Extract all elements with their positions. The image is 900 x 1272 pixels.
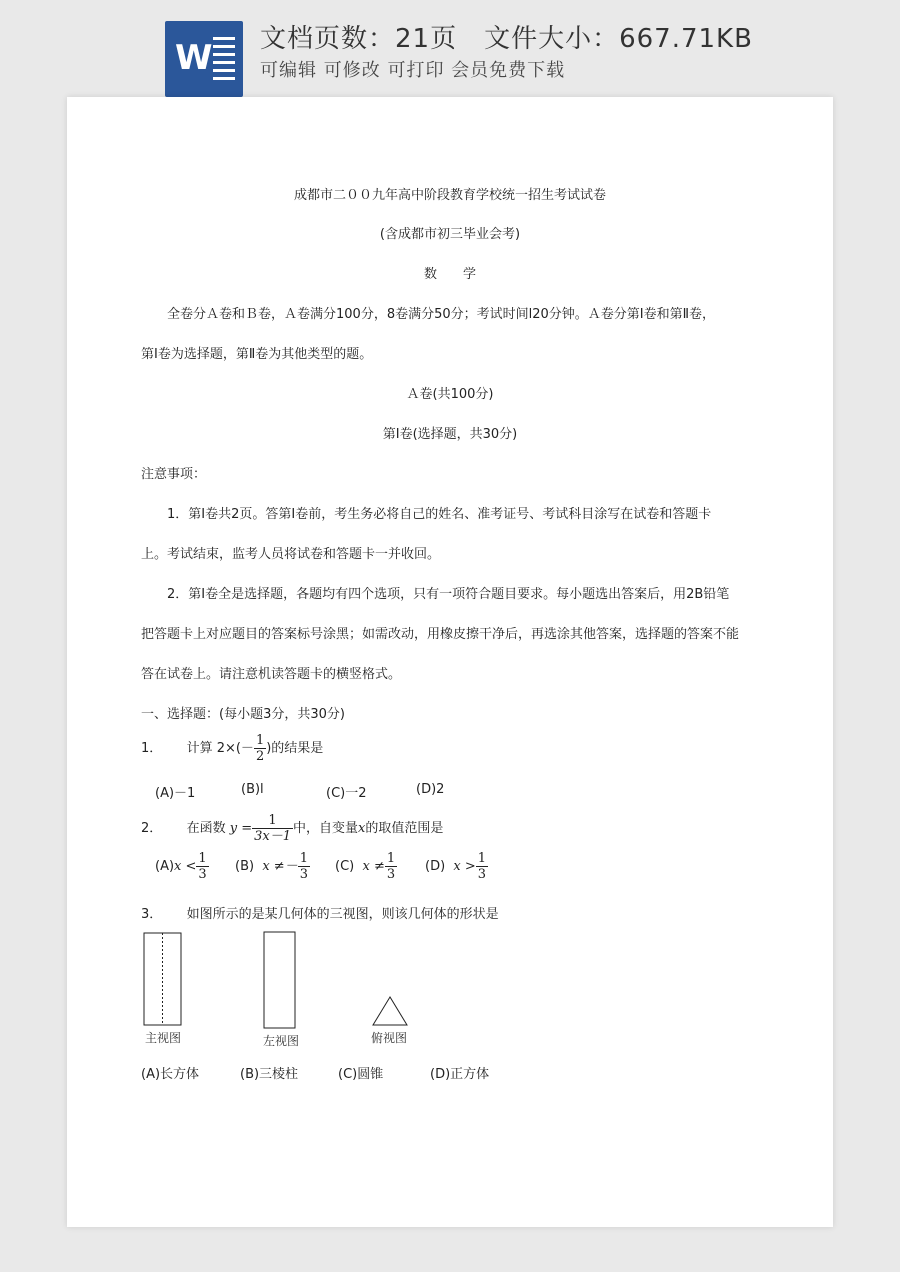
question-text: 在函数 [186,821,226,836]
fraction: $\frac{1}{3x-1}$ [254,813,291,844]
question-number: 1． [141,741,163,756]
notice-2-line-3: 答在试卷上。请注意机读答题卡的横竖格式。 [141,667,402,682]
question-text-mid: 中，自变量 [292,821,358,836]
option-b: (B) x ≠－ $\frac{1}{3}$ [235,851,308,882]
intro-line-2: 第Ⅰ卷为选择题，第Ⅱ卷为其他类型的题。 [141,347,373,362]
notice-1-line-1: 1．第Ⅰ卷共2页。答第Ⅰ卷前，考生务必将自己的姓名、准考证号、考试科目涂写在试卷和答题卡 [167,507,712,522]
option-b: (B)三棱柱 [240,1067,299,1082]
document-page [67,97,833,1227]
option-d: (D) x > $\frac{1}{3}$ [425,851,487,882]
document-stats: 文档页数：21页 文件大小：667.71KB [260,24,753,54]
function-lhs: y = [229,821,253,836]
option-d: (D)2 [416,782,445,797]
option-d: (D)正方体 [430,1067,490,1082]
option-c: (C) x ≠ $\frac{1}{3}$ [335,851,396,882]
option-c: (C)圆锥 [338,1067,384,1082]
section-1-heading: 一、选择题：(每小题3分，共30分) [141,707,345,722]
option-c: (C)一2 [326,786,367,801]
intro-line-1: 全卷分Ａ卷和Ｂ卷，Ａ卷满分100分，8卷满分50分；考试时间l20分钟。Ａ卷分第Ⅰ卷和第Ⅱ卷， [167,307,716,322]
question-number: 3． [141,907,163,922]
notice-2-line-2: 把答题卡上对应题目的答案标号涂黑；如需改动，用橡皮擦干净后，再选涂其他答案，选择题的答案不能 [141,627,740,642]
fraction: $\frac{1}{2}$ [255,733,265,764]
notice-heading: 注意事项： [141,467,207,482]
part-1-heading: 第Ⅰ卷(选择题，共30分) [382,427,518,442]
front-view-label: 主视图 [145,1031,182,1045]
three-view-figure [67,97,833,1227]
option-b: (B)l [241,782,264,797]
exam-title: 成都市二００九年高中阶段教育学校统一招生考试试卷 [293,188,606,203]
front-view [144,933,181,1025]
question-text: 如图所示的是某几何体的三视图，则该几何体的形状是 [186,907,499,922]
notice-2-line-1: 2．第Ⅰ卷全是选择题，各题均有四个选项，只有一项符合题目要求。每小题选出答案后，用2B铅笔 [167,587,730,602]
option-a: (A)x < $\frac{1}{3}$ [155,851,207,882]
option-a: (A)－1 [155,786,196,801]
document-features: 可编辑 可修改 可打印 会员免费下载 [260,60,566,81]
document-header [0,0,900,96]
question-text-end: )的结果是 [266,741,324,756]
side-view [264,932,295,1028]
option-a: (A)长方体 [141,1067,200,1082]
exam-subject: 数 学 [423,267,476,282]
question-text: 计算 2×(－ [186,741,254,756]
question-text-end: 的取值范围是 [365,821,444,836]
section-a-heading: Ａ卷(共100分) [406,387,494,402]
top-view-label: 俯视图 [371,1031,408,1045]
notice-1-line-2: 上。考试结束，监考人员将试卷和答题卡一并收回。 [141,547,441,562]
side-view-label: 左视图 [263,1034,300,1048]
exam-subtitle: (含成都市初三毕业会考) [379,227,521,242]
question-number: 2． [141,821,163,836]
word-icon: W [165,21,243,97]
variable: x [357,821,366,836]
top-view [373,997,407,1025]
